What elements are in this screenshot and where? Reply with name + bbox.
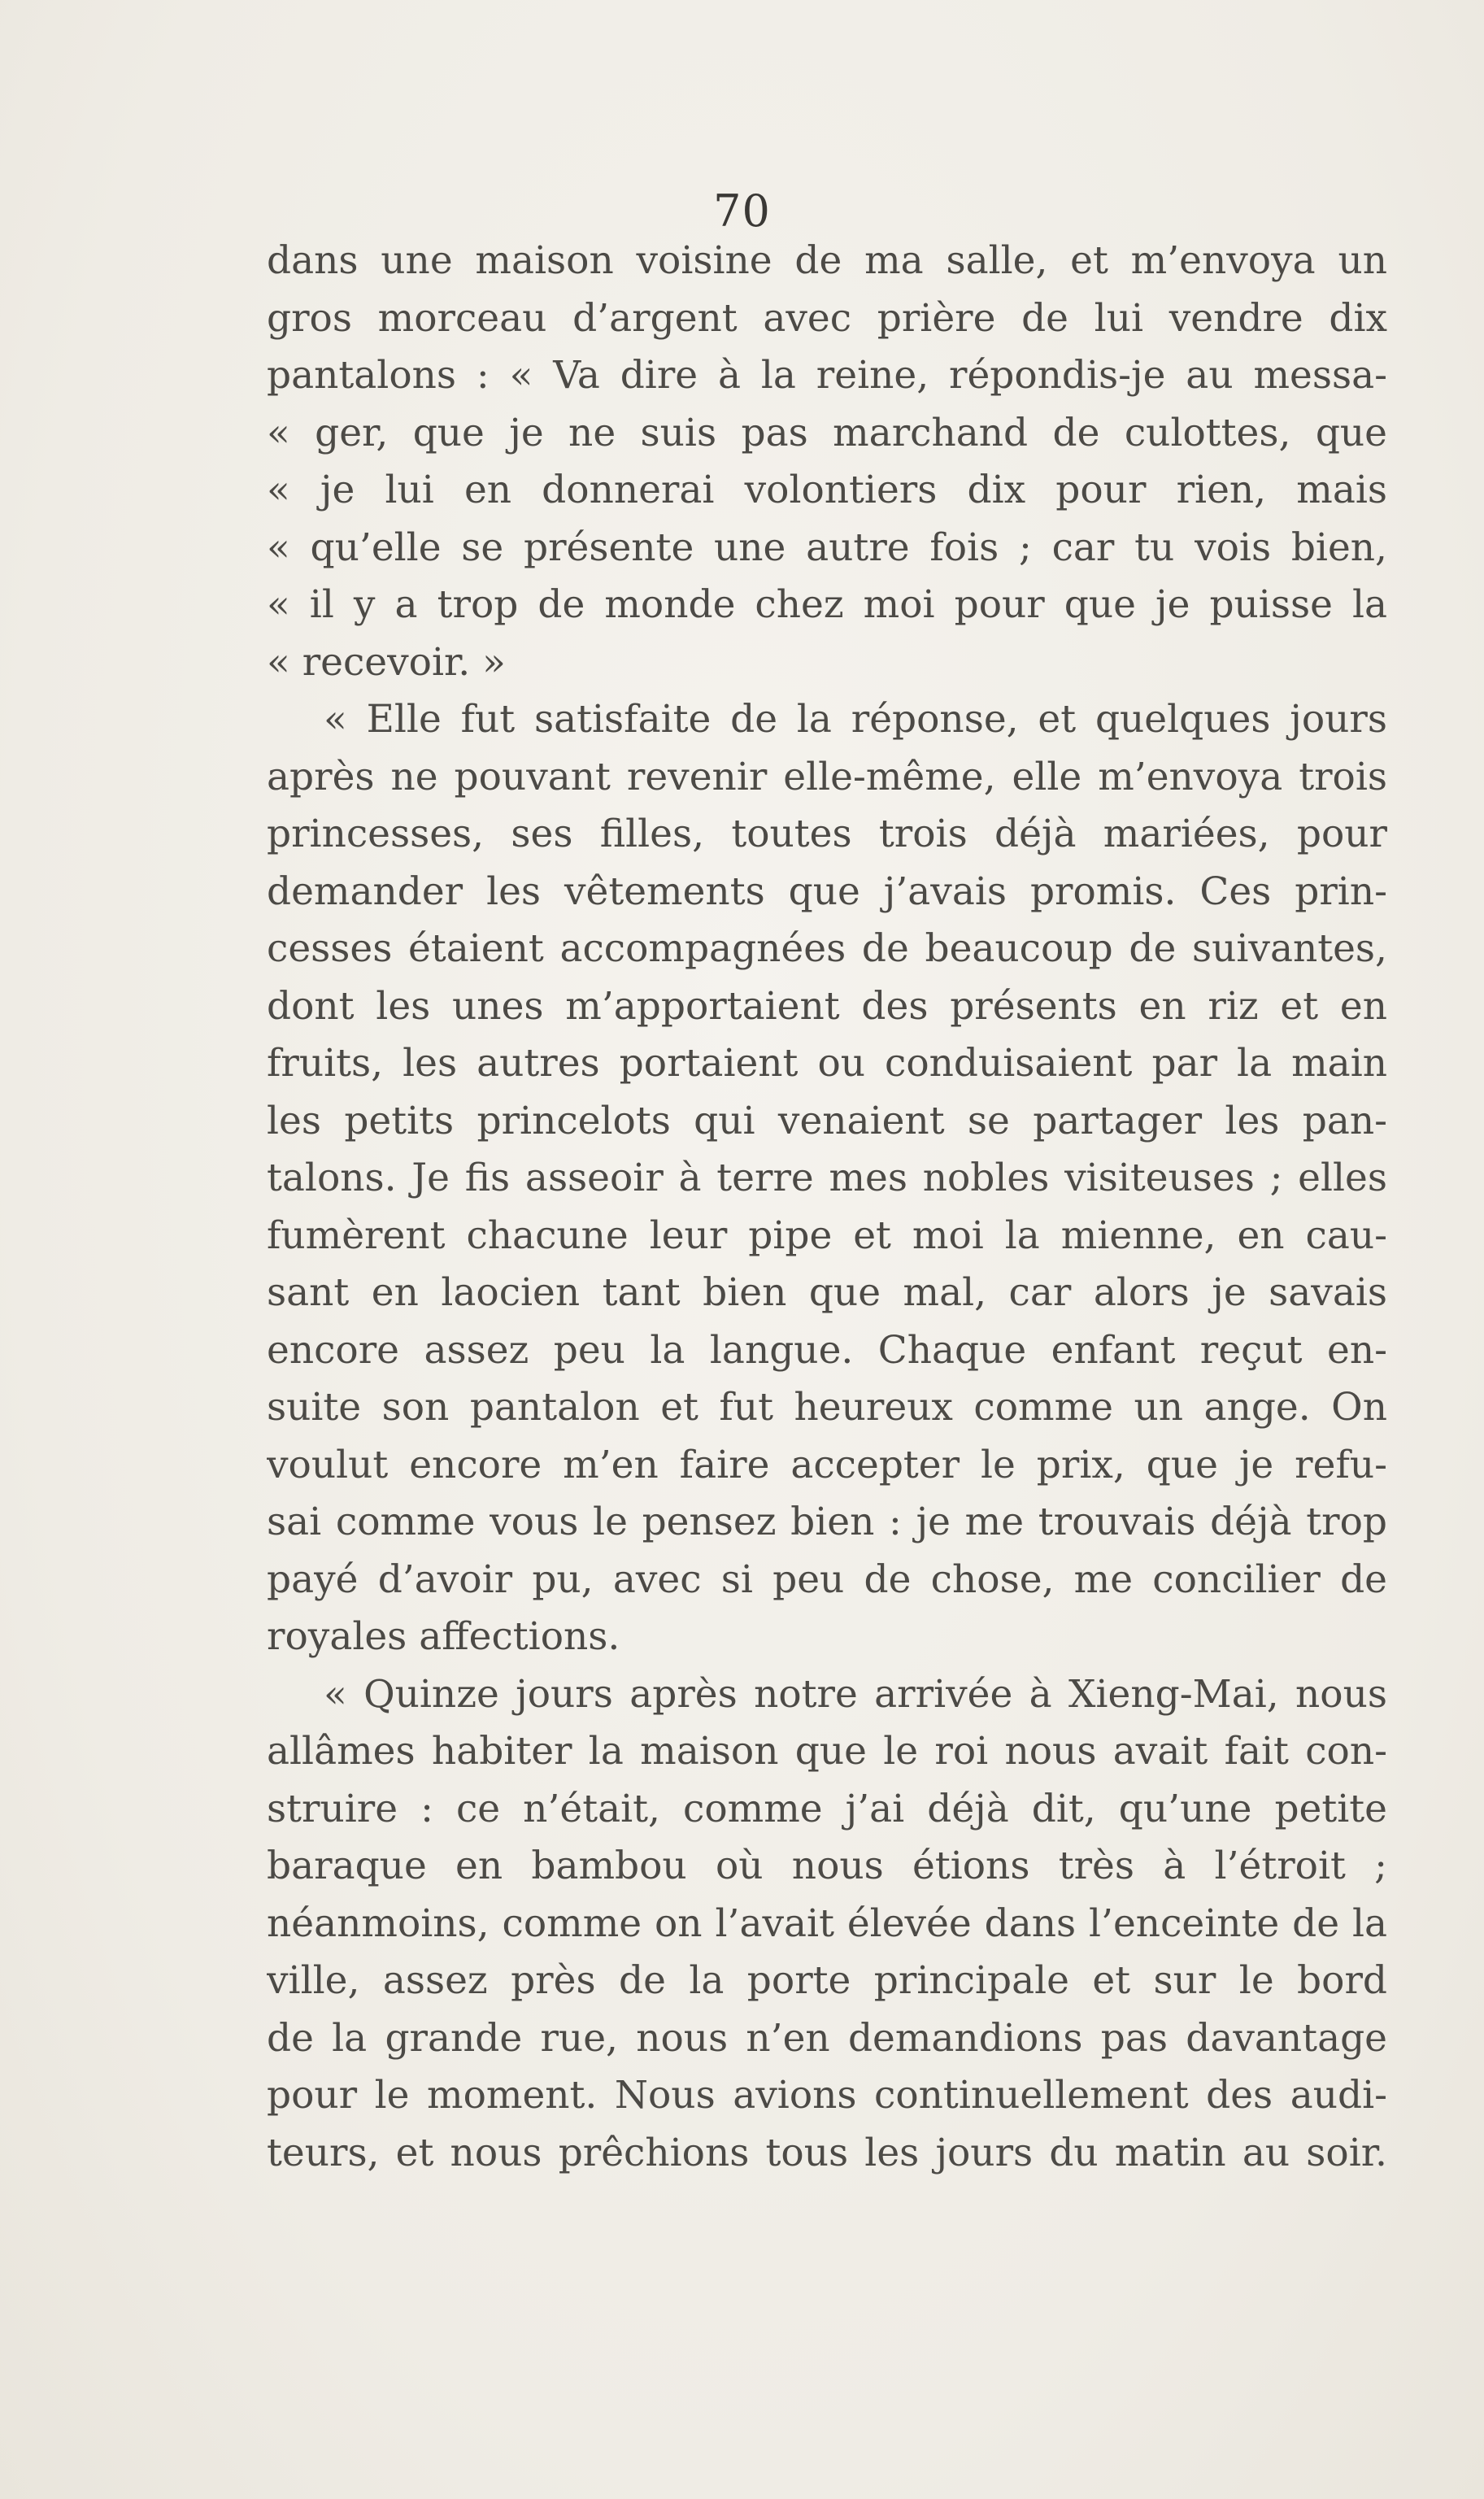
text-line: après ne pouvant revenir elle-même, elle m’envoya trois (267, 754, 1387, 799)
text-line: sant en laocien tant bien que mal, car alors je savais (267, 1270, 1387, 1315)
text-line: fruits, les autres portaient ou conduisaient par la main (267, 1041, 1387, 1086)
text-line: talons. Je fis asseoir à terre mes nobles visiteuses ; elles (267, 1156, 1387, 1200)
text-line: cesses étaient accompagnées de beaucoup de suivantes, (267, 926, 1387, 971)
text-line: « il y a trop de monde chez moi pour que je puisse la (267, 582, 1387, 627)
text-line: royales affections. (267, 1614, 620, 1659)
text-line: gros morceau d’argent avec prière de lui vendre dix (267, 295, 1387, 341)
text-line: baraque en bambou où nous étions très à l’étroit ; (267, 1844, 1387, 1888)
page-number: 70 (713, 185, 771, 237)
text-line: « je lui en donnerai volontiers dix pour rien, mais (267, 468, 1387, 512)
text-line: dans une maison voisine de ma salle, et m’envoya un (267, 238, 1387, 283)
text-line: fumèrent chacune leur pipe et moi la mienne, en cau- (267, 1212, 1387, 1258)
text-line: demander les vêtements que j’avais promis. Ces prin- (267, 869, 1387, 914)
text-line: voulut encore m’en faire accepter le prix, que je refu- (267, 1442, 1387, 1487)
text-line: « ger, que je ne suis pas marchand de culottes, que (267, 410, 1387, 455)
paragraph-start-line: « Quinze jours après notre arrivée à Xieng-Mai, nous (324, 1671, 1387, 1717)
text-line: sai comme vous le pensez bien : je me trouvais déjà trop (267, 1500, 1387, 1544)
text-line: néanmoins, comme on l’avait élevée dans l’enceinte de la (267, 1900, 1387, 1946)
text-line: princesses, ses filles, toutes trois déjà mariées, pour (267, 812, 1387, 856)
text-line: pantalons : « Va dire à la reine, répondis-je au messa- (267, 353, 1387, 398)
text-line: pour le moment. Nous avions continuellement des audi- (267, 2073, 1387, 2118)
text-line: dont les unes m’apportaient des présents en riz et en (267, 983, 1387, 1029)
body-text (267, 233, 1387, 2182)
text-line: « qu’elle se présente une autre fois ; car tu vois bien, (267, 525, 1387, 570)
text-line: les petits princelots qui venaient se partager les pan- (267, 1098, 1387, 1143)
paragraph-start-line: « Elle fut satisfaite de la réponse, et quelques jours (324, 697, 1387, 742)
text-line: teurs, et nous prêchions tous les jours du matin au soir. (267, 2130, 1387, 2175)
text-line: suite son pantalon et fut heureux comme un ange. On (267, 1385, 1387, 1430)
text-line: allâmes habiter la maison que le roi nous avait fait con- (267, 1729, 1387, 1774)
text-line: de la grande rue, nous n’en demandions pas davantage (267, 2015, 1387, 2061)
text-line: payé d’avoir pu, avec si peu de chose, me concilier de (267, 1556, 1387, 1602)
text-line: « recevoir. » (267, 639, 506, 685)
text-line: ville, assez près de la porte principale et sur le bord (267, 1958, 1387, 2003)
text-line: struire : ce n’était, comme j’ai déjà dit, qu’une petite (267, 1786, 1387, 1831)
text-line: encore assez peu la langue. Chaque enfant reçut en- (267, 1327, 1387, 1373)
